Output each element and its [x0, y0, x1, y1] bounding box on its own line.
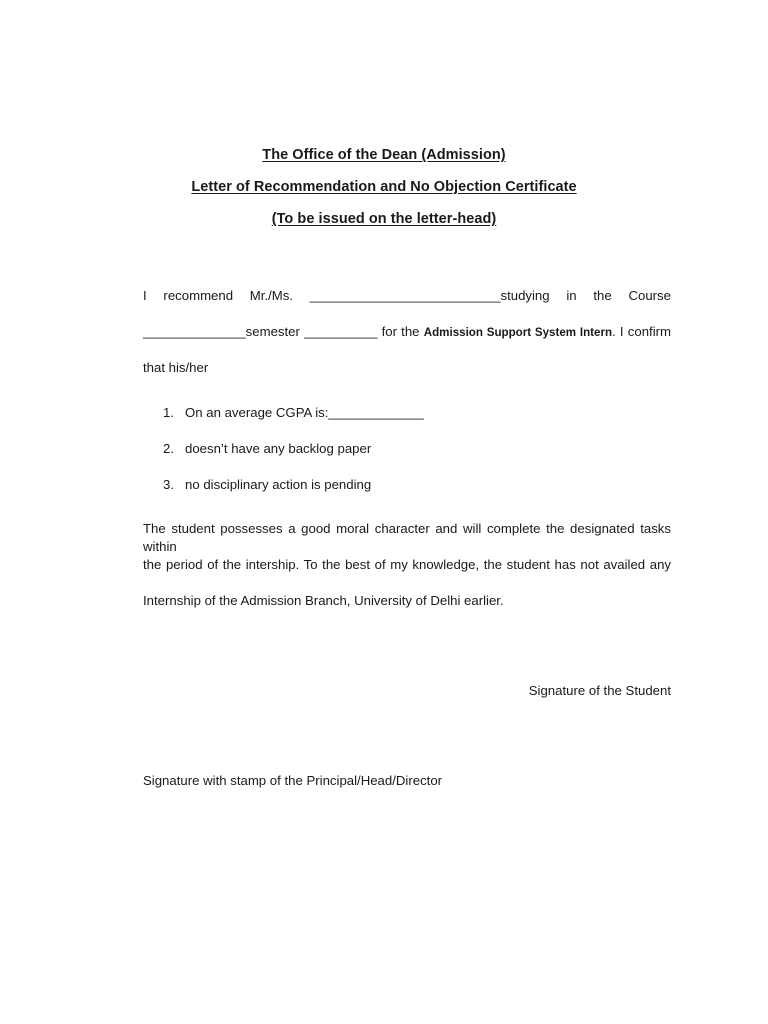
recommend-line-2-end: . I confirm: [612, 324, 671, 339]
list-number: 1.: [163, 405, 174, 420]
list-text: no disciplinary action is pending: [185, 477, 372, 492]
recommend-line-3: that his/her: [143, 360, 209, 375]
internship-name: Admission Support System Intern: [423, 326, 613, 339]
list-number: 3.: [163, 477, 174, 492]
list-item: [163, 440, 371, 458]
letter-title: Letter of Recommendation and No Objection Certificate: [191, 179, 577, 195]
recommend-line-2-start: ______________semester __________ for the: [143, 324, 424, 339]
office-title: The Office of the Dean (Admission): [262, 147, 506, 163]
recommend-line-2: [143, 323, 671, 342]
character-line-3: Internship of the Admission Branch, University of Delhi earlier.: [143, 593, 504, 608]
list-item: [163, 404, 424, 422]
letterhead-note: (To be issued on the letter-head): [271, 211, 497, 227]
student-signature-label: Signature of the Student: [528, 683, 671, 698]
list-text: doesn’t have any backlog paper: [185, 441, 372, 456]
list-text: On an average CGPA is:_____________: [185, 405, 424, 420]
principal-signature-label: Signature with stamp of the Principal/Head/Director: [143, 773, 443, 788]
recommend-line-1: I recommend Mr./Ms. __________________________studying in the Course: [143, 288, 671, 303]
character-line-1: The student possesses a good moral character and will complete the designated tasks within: [143, 521, 671, 554]
list-item: [163, 476, 371, 494]
character-line-2: the period of the intership. To the best of my knowledge, the student has not availed any: [143, 557, 671, 572]
list-number: 2.: [163, 441, 174, 456]
